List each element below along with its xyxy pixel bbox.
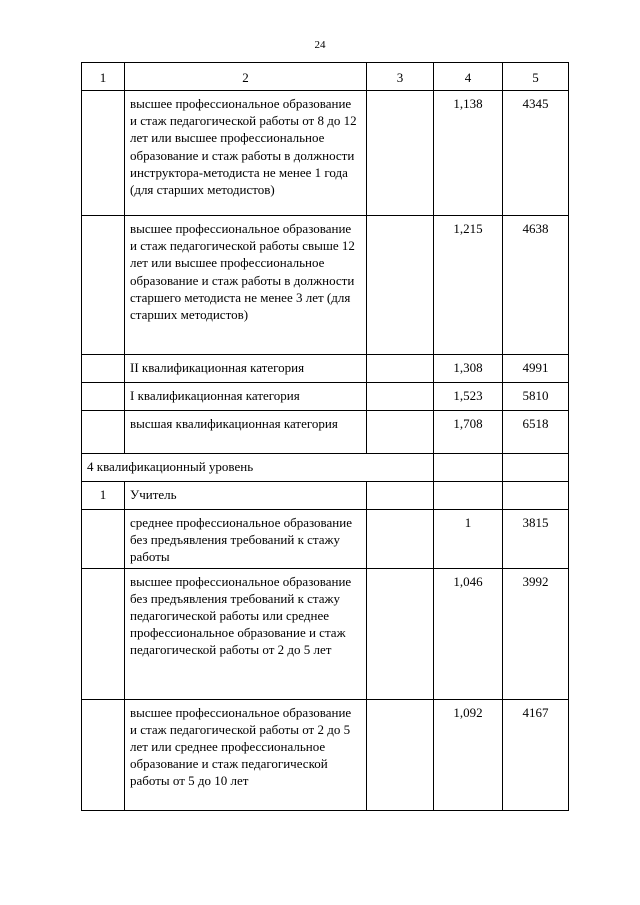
column-4-cell [434,482,503,510]
column-3-cell [367,411,434,454]
requirement-cell: II квалификационная категория [125,355,367,383]
row-number-cell [82,510,125,569]
column-4-cell [434,454,503,482]
column-3-cell [367,383,434,411]
page-number: 24 [314,39,326,51]
position-title: Учитель [125,482,367,510]
row-number-cell [82,383,125,411]
table-row [82,91,569,216]
table-row [82,355,569,383]
salary-cell: 5810 [503,383,569,411]
qualification-level-label: 4 квалификационный уровень [82,454,434,482]
row-number-cell [82,568,125,699]
coefficient-cell: 1,092 [434,699,503,810]
header-col-3: 3 [367,63,434,91]
requirement-cell: высшее профессиональное образование и стаж педагогической работы от 8 до 12 лет или высшее профессиональное образование и стаж работы в должности инструктора-методиста не менее 1 года (для старших методистов) [125,91,367,216]
header-col-2: 2 [125,63,367,91]
column-5-cell [503,482,569,510]
coefficient-cell: 1,708 [434,411,503,454]
coefficient-cell: 1,138 [434,91,503,216]
column-3-cell [367,510,434,569]
requirement-cell: высшее профессиональное образование и стаж педагогической работы свыше 12 лет или высшее профессиональное образование и стаж работы в должности старшего методиста не менее 3 лет (для старших методистов) [125,216,367,355]
position-row [82,482,569,510]
column-3-cell [367,216,434,355]
table-header-row [82,63,569,91]
table-row [82,216,569,355]
qualification-level-row [82,454,569,482]
salary-cell: 3815 [503,510,569,569]
requirement-cell: высшая квалификационная категория [125,411,367,454]
coefficient-cell: 1,215 [434,216,503,355]
salary-cell: 4638 [503,216,569,355]
row-number-cell [82,355,125,383]
salary-cell: 4991 [503,355,569,383]
salary-table [81,62,569,811]
header-col-1: 1 [82,63,125,91]
coefficient-cell: 1,046 [434,568,503,699]
header-col-4: 4 [434,63,503,91]
table-row [82,383,569,411]
requirement-cell: среднее профессиональное образование без предъявления требований к стажу работы [125,510,367,569]
requirement-cell: высшее профессиональное образование без предъявления требований к стажу педагогической работы или среднее профессиональное образование и стаж педагогической работы от 2 до 5 лет [125,568,367,699]
column-3-cell [367,568,434,699]
coefficient-cell: 1,308 [434,355,503,383]
column-3-cell [367,355,434,383]
requirement-cell: I квалификационная категория [125,383,367,411]
coefficient-cell: 1,523 [434,383,503,411]
row-number-cell [82,699,125,810]
row-number-cell [82,91,125,216]
row-number-cell [82,216,125,355]
column-5-cell [503,454,569,482]
coefficient-cell: 1 [434,510,503,569]
table-row [82,510,569,569]
column-3-cell [367,482,434,510]
column-3-cell [367,91,434,216]
column-3-cell [367,699,434,810]
table-row [82,411,569,454]
salary-cell: 6518 [503,411,569,454]
salary-cell: 4345 [503,91,569,216]
salary-cell: 3992 [503,568,569,699]
salary-cell: 4167 [503,699,569,810]
row-number-cell [82,411,125,454]
table-row [82,699,569,810]
header-col-5: 5 [503,63,569,91]
position-number: 1 [82,482,125,510]
table-row [82,568,569,699]
requirement-cell: высшее профессиональное образование и стаж педагогической работы от 2 до 5 лет или среднее профессиональное образование и стаж педагогической работы от 5 до 10 лет [125,699,367,810]
